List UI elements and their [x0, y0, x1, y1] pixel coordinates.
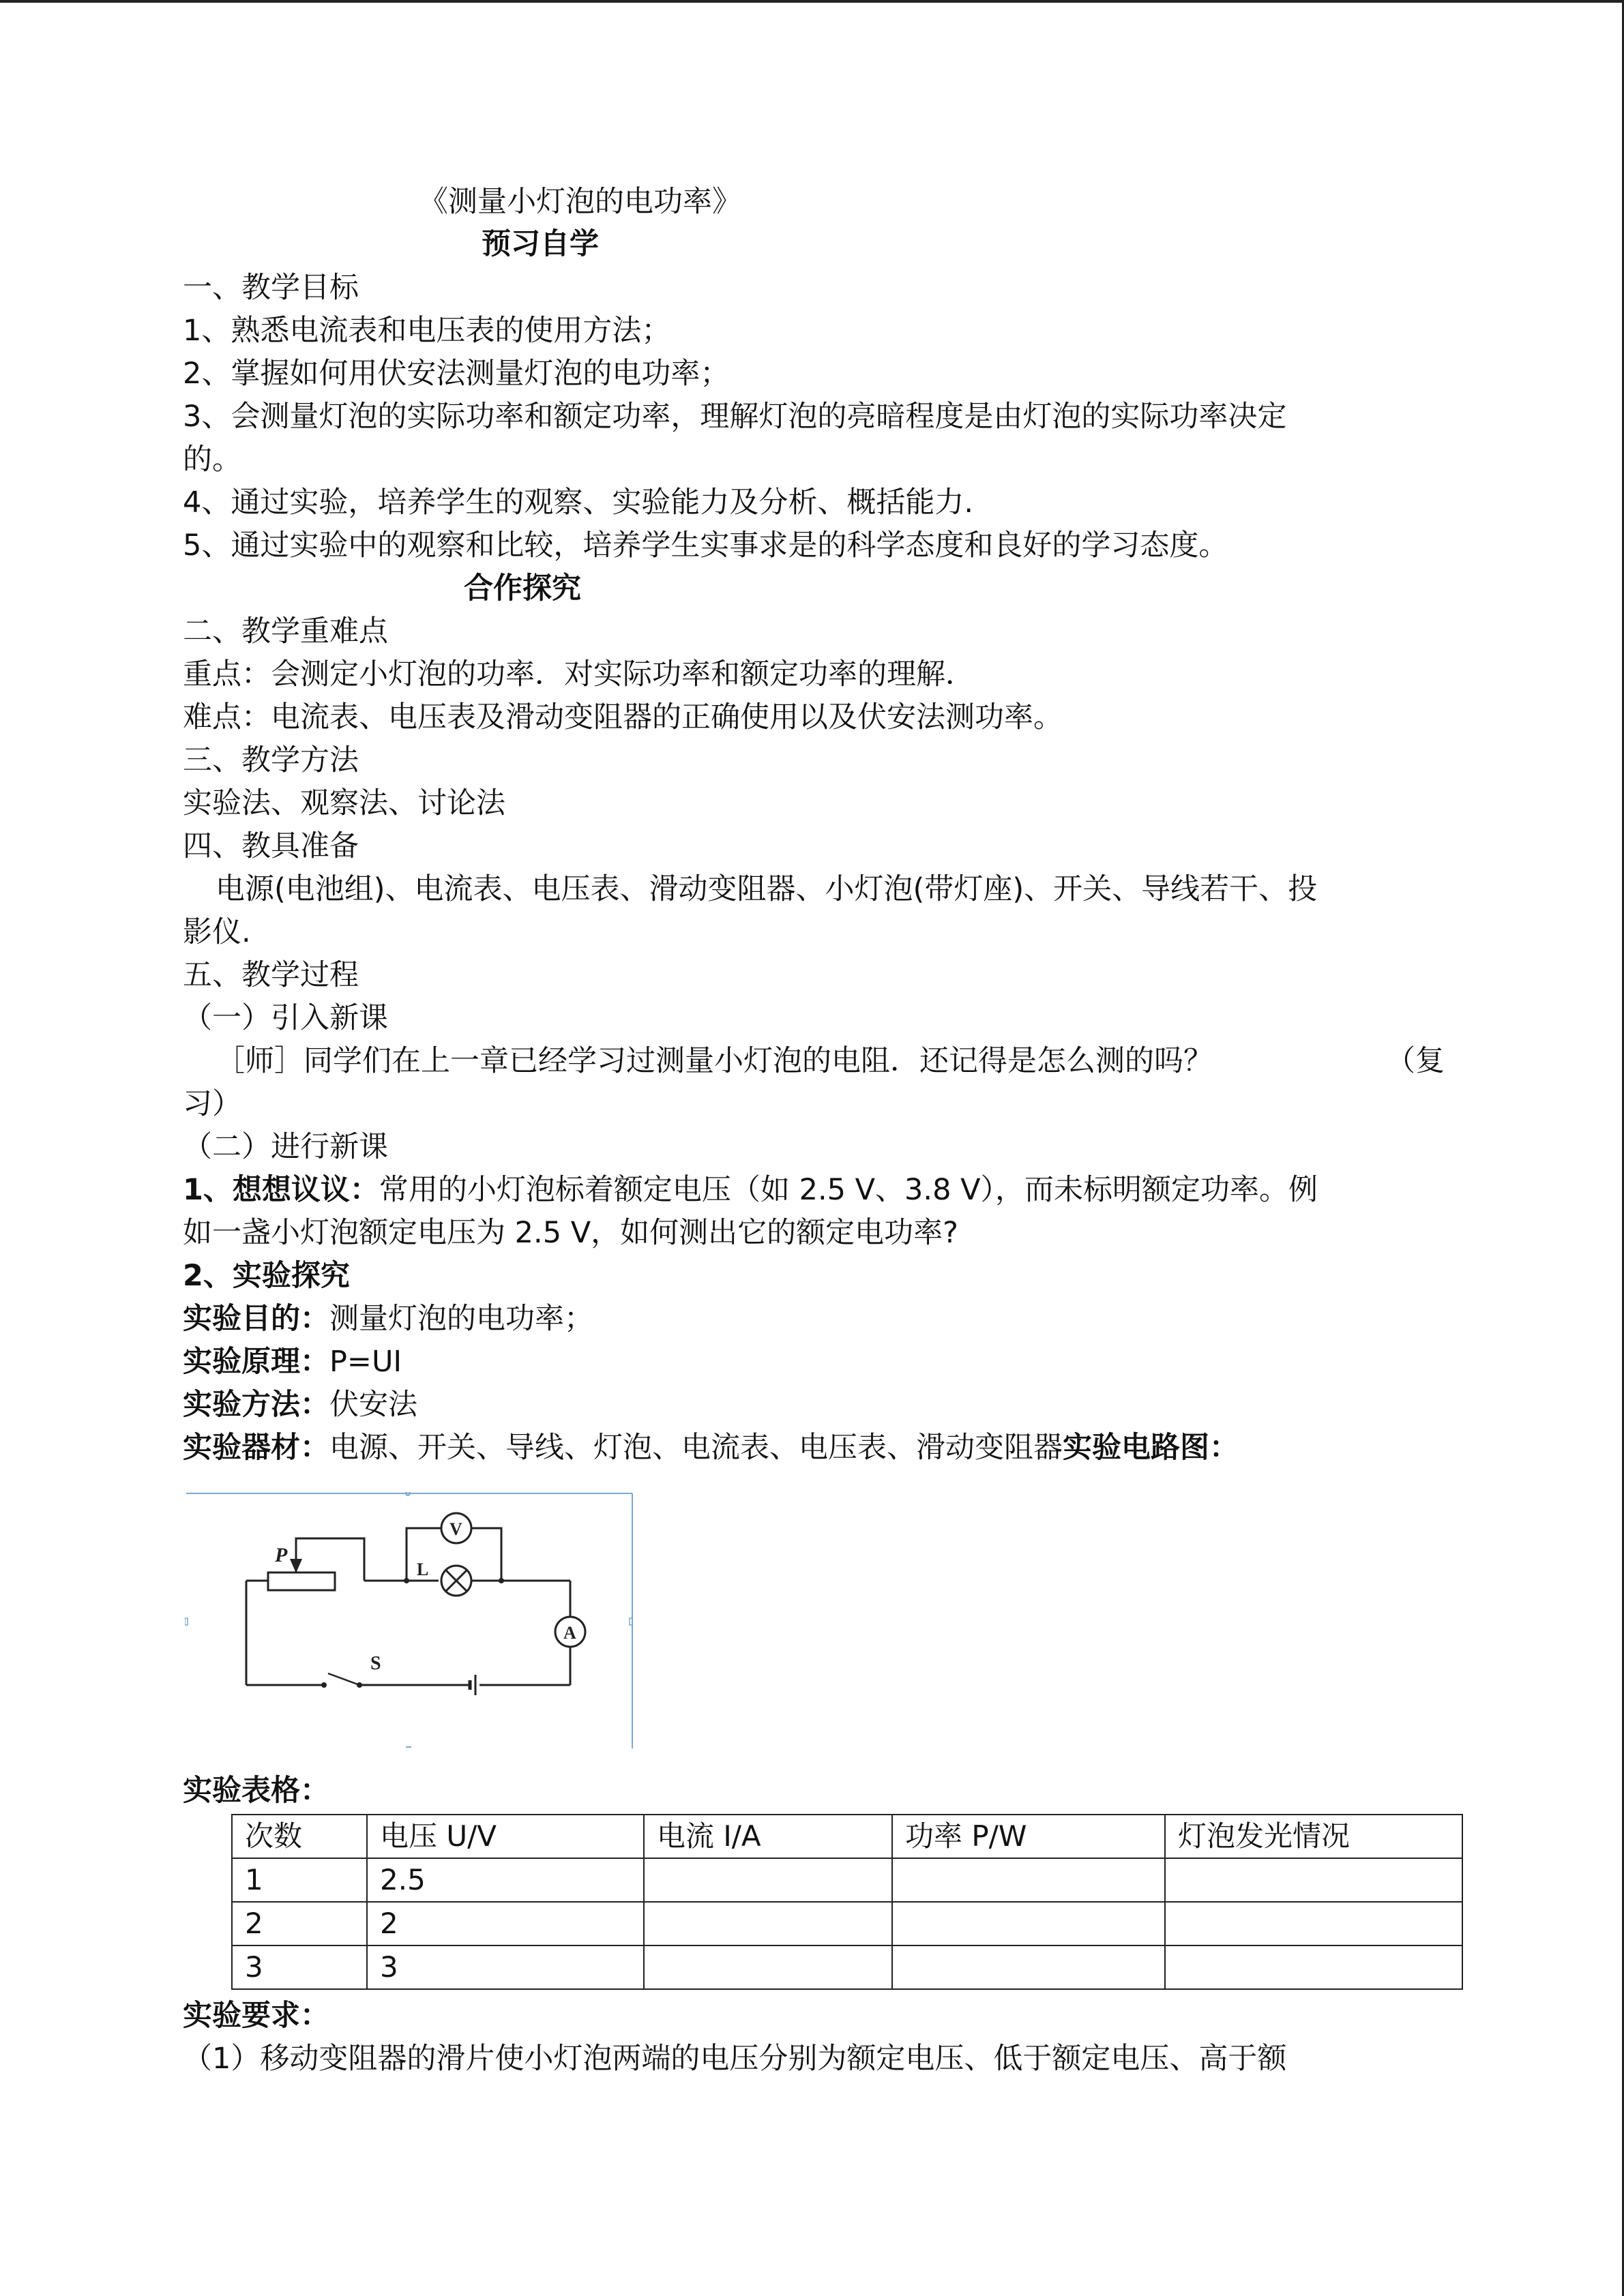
label-l: L — [417, 1560, 429, 1579]
table-cell: 2 — [232, 1902, 367, 1945]
purpose-line — [183, 1298, 593, 1339]
header-cell: 电流 I/A — [644, 1815, 892, 1858]
goal-1: 1、熟悉电流表和电压表的使用方法； — [183, 314, 671, 348]
table-cell — [1165, 1945, 1462, 1989]
header-cell: 次数 — [232, 1815, 367, 1858]
think-paragraph-cont: 如一盏小灯泡额定电压为 2.5 V，如何测出它的额定电功率? — [183, 1216, 958, 1250]
table-cell — [892, 1858, 1165, 1902]
table-cell — [892, 1945, 1165, 1989]
key-point: 重点：会测定小灯泡的功率．对实际功率和额定功率的理解． — [183, 657, 975, 691]
switch-pivot — [321, 1682, 327, 1688]
principle-label: 实验原理： — [183, 1345, 329, 1379]
explore-heading: 2、实验探究 — [183, 1259, 350, 1293]
junction-right — [499, 1578, 504, 1583]
doc-title: 《测量小灯泡的电功率》 — [419, 185, 741, 219]
purpose-label: 实验目的： — [183, 1302, 329, 1336]
method-text: 伏安法 — [329, 1388, 417, 1422]
method-line — [183, 1384, 417, 1425]
heading-goals: 一、教学目标 — [183, 271, 359, 305]
label-a: A — [563, 1623, 576, 1643]
equipment-label: 实验器材： — [183, 1431, 329, 1465]
table-cell: 2.5 — [367, 1858, 644, 1902]
think-label: 1、想想议议： — [183, 1173, 379, 1207]
circuit-diagram — [185, 1492, 634, 1750]
goal-2: 2、掌握如何用伏安法测量灯泡的电功率； — [183, 357, 730, 391]
teacher-line-cont: 习） — [183, 1087, 241, 1121]
slider-arrow — [291, 1559, 301, 1571]
section-heading-preview: 预习自学 — [482, 227, 599, 261]
heading-methods: 三、教学方法 — [183, 743, 359, 777]
table-cell — [644, 1858, 892, 1902]
tools-text-cont: 影仪. — [183, 915, 251, 949]
tools-text: 电源(电池组)、电流表、电压表、滑动变阻器、小灯泡(带灯座)、开关、导线若干、投 — [216, 872, 1318, 906]
goal-3-cont: 的。 — [183, 443, 241, 477]
table-row — [232, 1858, 1462, 1902]
teacher-review: （复 — [1386, 1044, 1445, 1078]
header-cell: 功率 P/W — [892, 1815, 1165, 1858]
table-cell — [644, 1945, 892, 1989]
page-top-border — [0, 0, 1624, 3]
goal-3: 3、会测量灯泡的实际功率和额定功率，理解灯泡的亮暗程度是由灯泡的实际功率决定 — [183, 400, 1287, 434]
part-2-heading: （二）进行新课 — [183, 1130, 388, 1164]
table-cell: 2 — [367, 1902, 644, 1945]
table-row — [232, 1945, 1462, 1989]
think-text: 常用的小灯泡标着额定电压（如 2.5 V、3.8 V），而未标明额定功率。例 — [379, 1173, 1318, 1207]
difficult-point: 难点：电流表、电压表及滑动变阻器的正确使用以及伏安法测功率。 — [183, 700, 1063, 734]
heading-tools: 四、教具准备 — [183, 829, 359, 863]
table-cell: 3 — [232, 1945, 367, 1989]
goal-4: 4、通过实验，培养学生的观察、实验能力及分析、概括能力. — [183, 486, 974, 520]
switch-contact — [357, 1682, 362, 1688]
purpose-text: 测量灯泡的电功率； — [329, 1302, 593, 1336]
table-cell — [892, 1902, 1165, 1945]
principle-text: P=UI — [329, 1345, 402, 1379]
part-1-heading: （一）引入新课 — [183, 1001, 388, 1035]
heading-process: 五、教学过程 — [183, 958, 359, 992]
label-s: S — [370, 1653, 381, 1674]
principle-line — [183, 1341, 402, 1382]
section-heading-cooperate: 合作探究 — [464, 571, 581, 606]
table-cell — [1165, 1858, 1462, 1902]
switch-blade — [328, 1673, 359, 1685]
table-heading: 实验表格： — [183, 1774, 329, 1808]
rheostat-resistor — [268, 1572, 335, 1590]
header-cell: 灯泡发光情况 — [1165, 1815, 1462, 1858]
table-cell — [1165, 1902, 1462, 1945]
table-header-row — [232, 1815, 1462, 1858]
table-cell: 1 — [232, 1858, 367, 1902]
slider-wire — [296, 1538, 364, 1581]
table-cell: 3 — [367, 1945, 644, 1989]
label-v: V — [449, 1519, 462, 1539]
think-paragraph — [183, 1169, 1318, 1210]
table-row — [232, 1902, 1462, 1945]
methods-text: 实验法、观察法、讨论法 — [183, 786, 505, 820]
requirement-1: （1）移动变阻器的滑片使小灯泡两端的电压分别为额定电压、低于额定电压、高于额 — [183, 2042, 1287, 2076]
equipment-line — [183, 1427, 1239, 1468]
label-p: P — [275, 1544, 288, 1566]
header-cell: 电压 U/V — [367, 1815, 644, 1858]
experiment-table — [231, 1814, 1463, 1990]
requirements-heading: 实验要求： — [183, 1999, 329, 2033]
table-cell — [644, 1902, 892, 1945]
circuit-label: 实验电路图： — [1063, 1431, 1239, 1465]
heading-keypoints: 二、教学重难点 — [183, 614, 388, 648]
junction-left — [404, 1578, 409, 1583]
equipment-text: 电源、开关、导线、灯泡、电流表、电压表、滑动变阻器 — [329, 1431, 1063, 1465]
goal-5: 5、通过实验中的观察和比较，培养学生实事求是的科学态度和良好的学习态度。 — [183, 528, 1228, 563]
method-label: 实验方法： — [183, 1388, 329, 1422]
teacher-line: ［师］同学们在上一章已经学习过测量小灯泡的电阻．还记得是怎么测的吗？ — [216, 1044, 1213, 1078]
